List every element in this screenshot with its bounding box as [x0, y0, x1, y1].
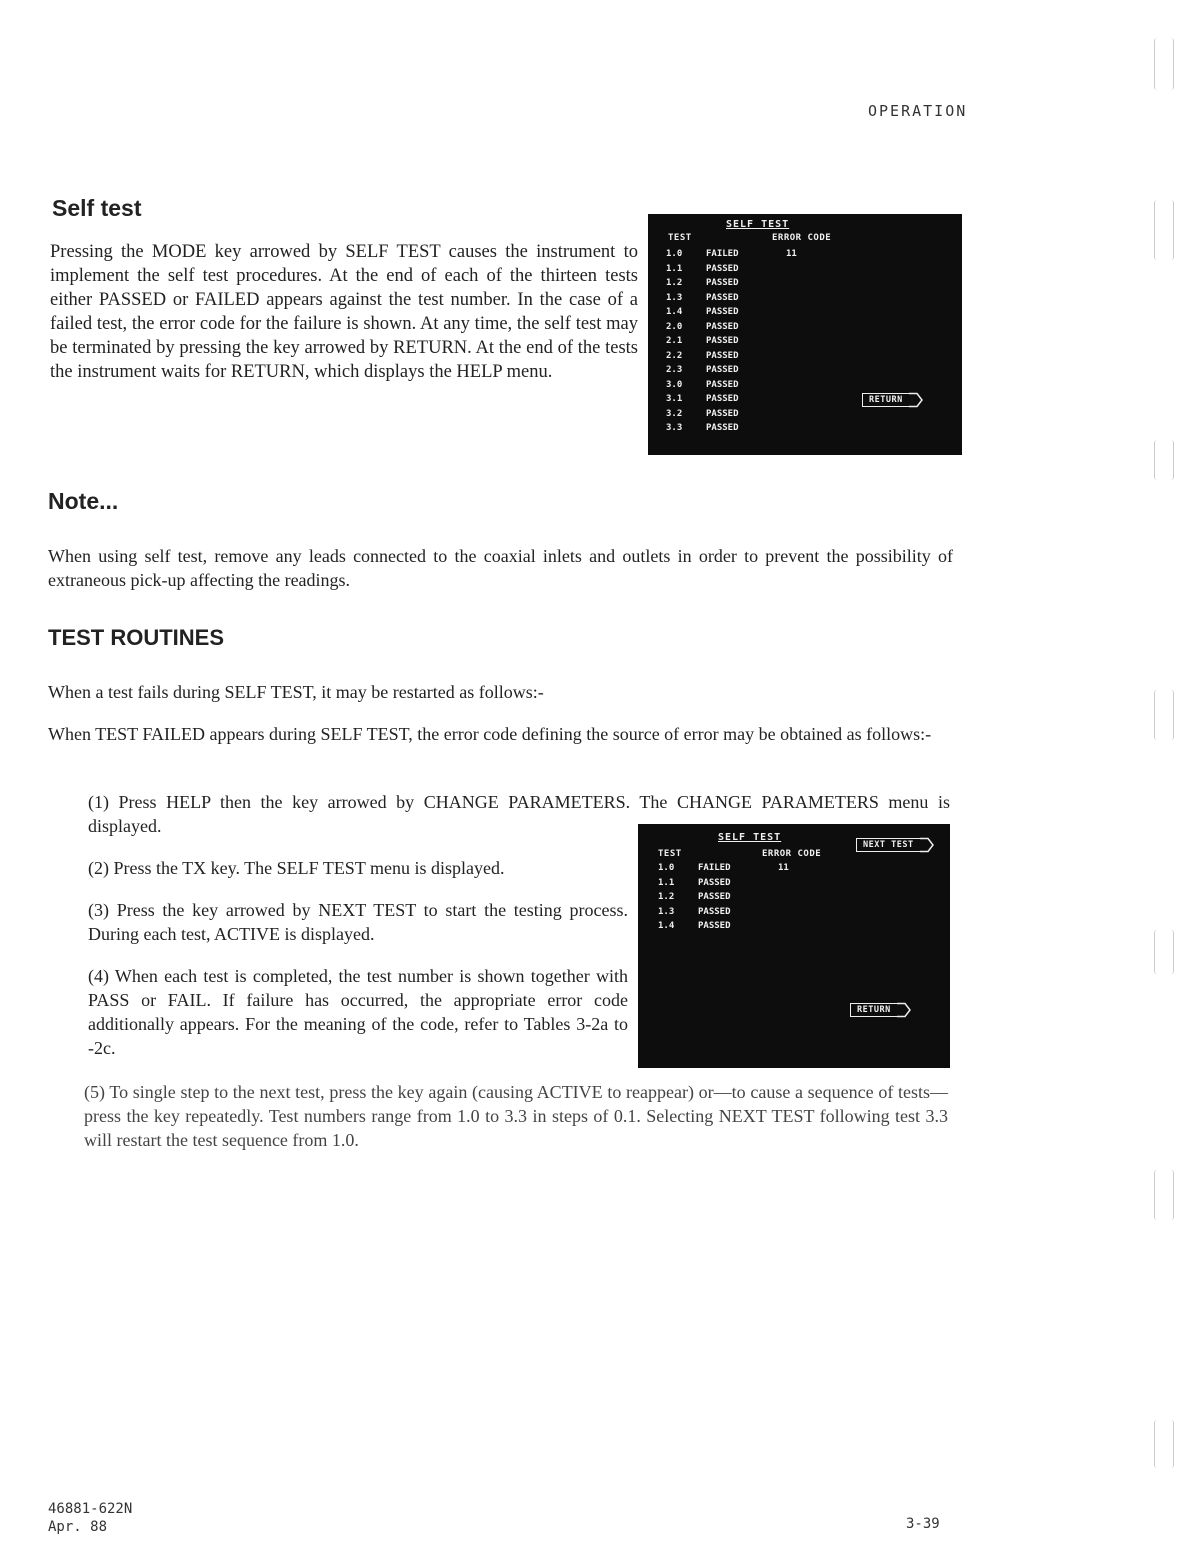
screen-title: SELF TEST — [726, 219, 790, 230]
column-test-header: TEST — [658, 849, 682, 859]
test-row: 2.1 PASSED — [666, 336, 739, 347]
test-row: 2.2 PASSED — [666, 350, 739, 361]
note-body: When using self test, remove any leads connected to the coaxial inlets and outlets in order to prevent the possibility of extraneous pick-up affecting the readings. — [48, 546, 953, 590]
test-row: 1.2 PASSED — [666, 278, 739, 289]
test-results-list — [658, 861, 818, 934]
return-softkey[interactable] — [850, 1002, 911, 1018]
self-test-screen-1 — [648, 214, 962, 455]
self-test-screen-2 — [638, 824, 950, 1068]
test-row: 1.4 PASSED — [658, 921, 731, 932]
test-row: 1.4 PASSED — [666, 307, 739, 318]
test-row: 1.1 PASSED — [666, 263, 739, 274]
routines-intro-2: When TEST FAILED appears during SELF TEST, the error code defining the source of error may be obtained as follows:- — [48, 724, 932, 744]
test-row: 1.0 FAILED 11 — [658, 863, 789, 874]
return-softkey[interactable] — [862, 392, 923, 408]
next-test-label: NEXT TEST — [856, 838, 920, 852]
document-date: Apr. 88 — [48, 1519, 108, 1535]
test-row: 3.3 PASSED — [666, 423, 739, 434]
routines-intro-1: When a test fails during SELF TEST, it may be restarted as follows:- — [48, 682, 544, 702]
column-error-code-header: ERROR CODE — [772, 233, 832, 243]
test-row: 3.1 PASSED — [666, 394, 739, 405]
footer-doc-info — [48, 1500, 132, 1536]
arrow-right-icon — [909, 392, 923, 408]
test-row: 2.3 PASSED — [666, 365, 739, 376]
document-number: 46881-622N — [48, 1501, 133, 1517]
arrow-right-icon — [920, 837, 934, 853]
binder-edge-mark — [1154, 440, 1174, 480]
binder-edge-mark — [1154, 930, 1174, 974]
self-test-heading: Self test — [52, 195, 142, 221]
step-5: (5) To single step to the next test, press the key again (causing ACTIVE to reappear) or—to cause a sequence of tests—press the key repeatedly. Test numbers range from 1.0 to 3.3 in steps of 0.1. Selecting NEXT TEST following test 3.3 will restart the test sequence from 1.0. — [84, 1082, 948, 1150]
binder-edge-mark — [1154, 38, 1174, 90]
next-test-softkey[interactable] — [856, 837, 934, 853]
running-head: OPERATION — [868, 102, 968, 120]
screen-title: SELF TEST — [718, 832, 782, 843]
step-2: (2) Press the TX key. The SELF TEST menu is displayed. — [88, 858, 505, 878]
test-row: 1.3 PASSED — [666, 292, 739, 303]
test-row: 3.2 PASSED — [666, 408, 739, 419]
column-test-header: TEST — [668, 233, 692, 243]
test-routines-heading: TEST ROUTINES — [48, 625, 225, 650]
binder-edge-mark — [1154, 1170, 1174, 1220]
test-row: 3.0 PASSED — [666, 379, 739, 390]
test-results-list — [666, 247, 826, 436]
binder-edge-mark — [1154, 1420, 1174, 1468]
self-test-body: Pressing the MODE key arrowed by SELF TEST causes the instrument to implement the self test procedures. At the end of each of the thirteen tests either PASSED or FAILED appears against the test number. In the case of a failed test, the error code for the failure is shown. At any time, the self test may be terminated by pressing the key arrowed by RETURN. At the end of the tests the instrument waits for RETURN, which displays the HELP menu. — [50, 242, 638, 382]
page-number: 3-39 — [906, 1516, 940, 1532]
step-3: (3) Press the key arrowed by NEXT TEST to start the testing process. During each test, ACTIVE is displayed. — [88, 900, 628, 944]
return-label: RETURN — [850, 1003, 897, 1017]
arrow-right-icon — [897, 1002, 911, 1018]
binder-edge-mark — [1154, 690, 1174, 740]
binder-edge-mark — [1154, 200, 1174, 260]
return-label: RETURN — [862, 393, 909, 407]
test-row: 1.1 PASSED — [658, 877, 731, 888]
note-heading: Note... — [48, 488, 119, 514]
step-1: (1) Press HELP then the key arrowed by CHANGE PARAMETERS. The CHANGE PARAMETERS menu is displayed. — [88, 792, 950, 836]
test-row: 2.0 PASSED — [666, 321, 739, 332]
step-4: (4) When each test is completed, the test number is shown together with PASS or FAIL. If failure has occurred, the appropriate error code additionally appears. For the meaning of the code, refer to Tables 3-2a to -2c. — [88, 966, 628, 1058]
test-row: 1.0 FAILED 11 — [666, 249, 797, 260]
column-error-code-header: ERROR CODE — [762, 849, 822, 859]
test-row: 1.2 PASSED — [658, 892, 731, 903]
test-row: 1.3 PASSED — [658, 906, 731, 917]
